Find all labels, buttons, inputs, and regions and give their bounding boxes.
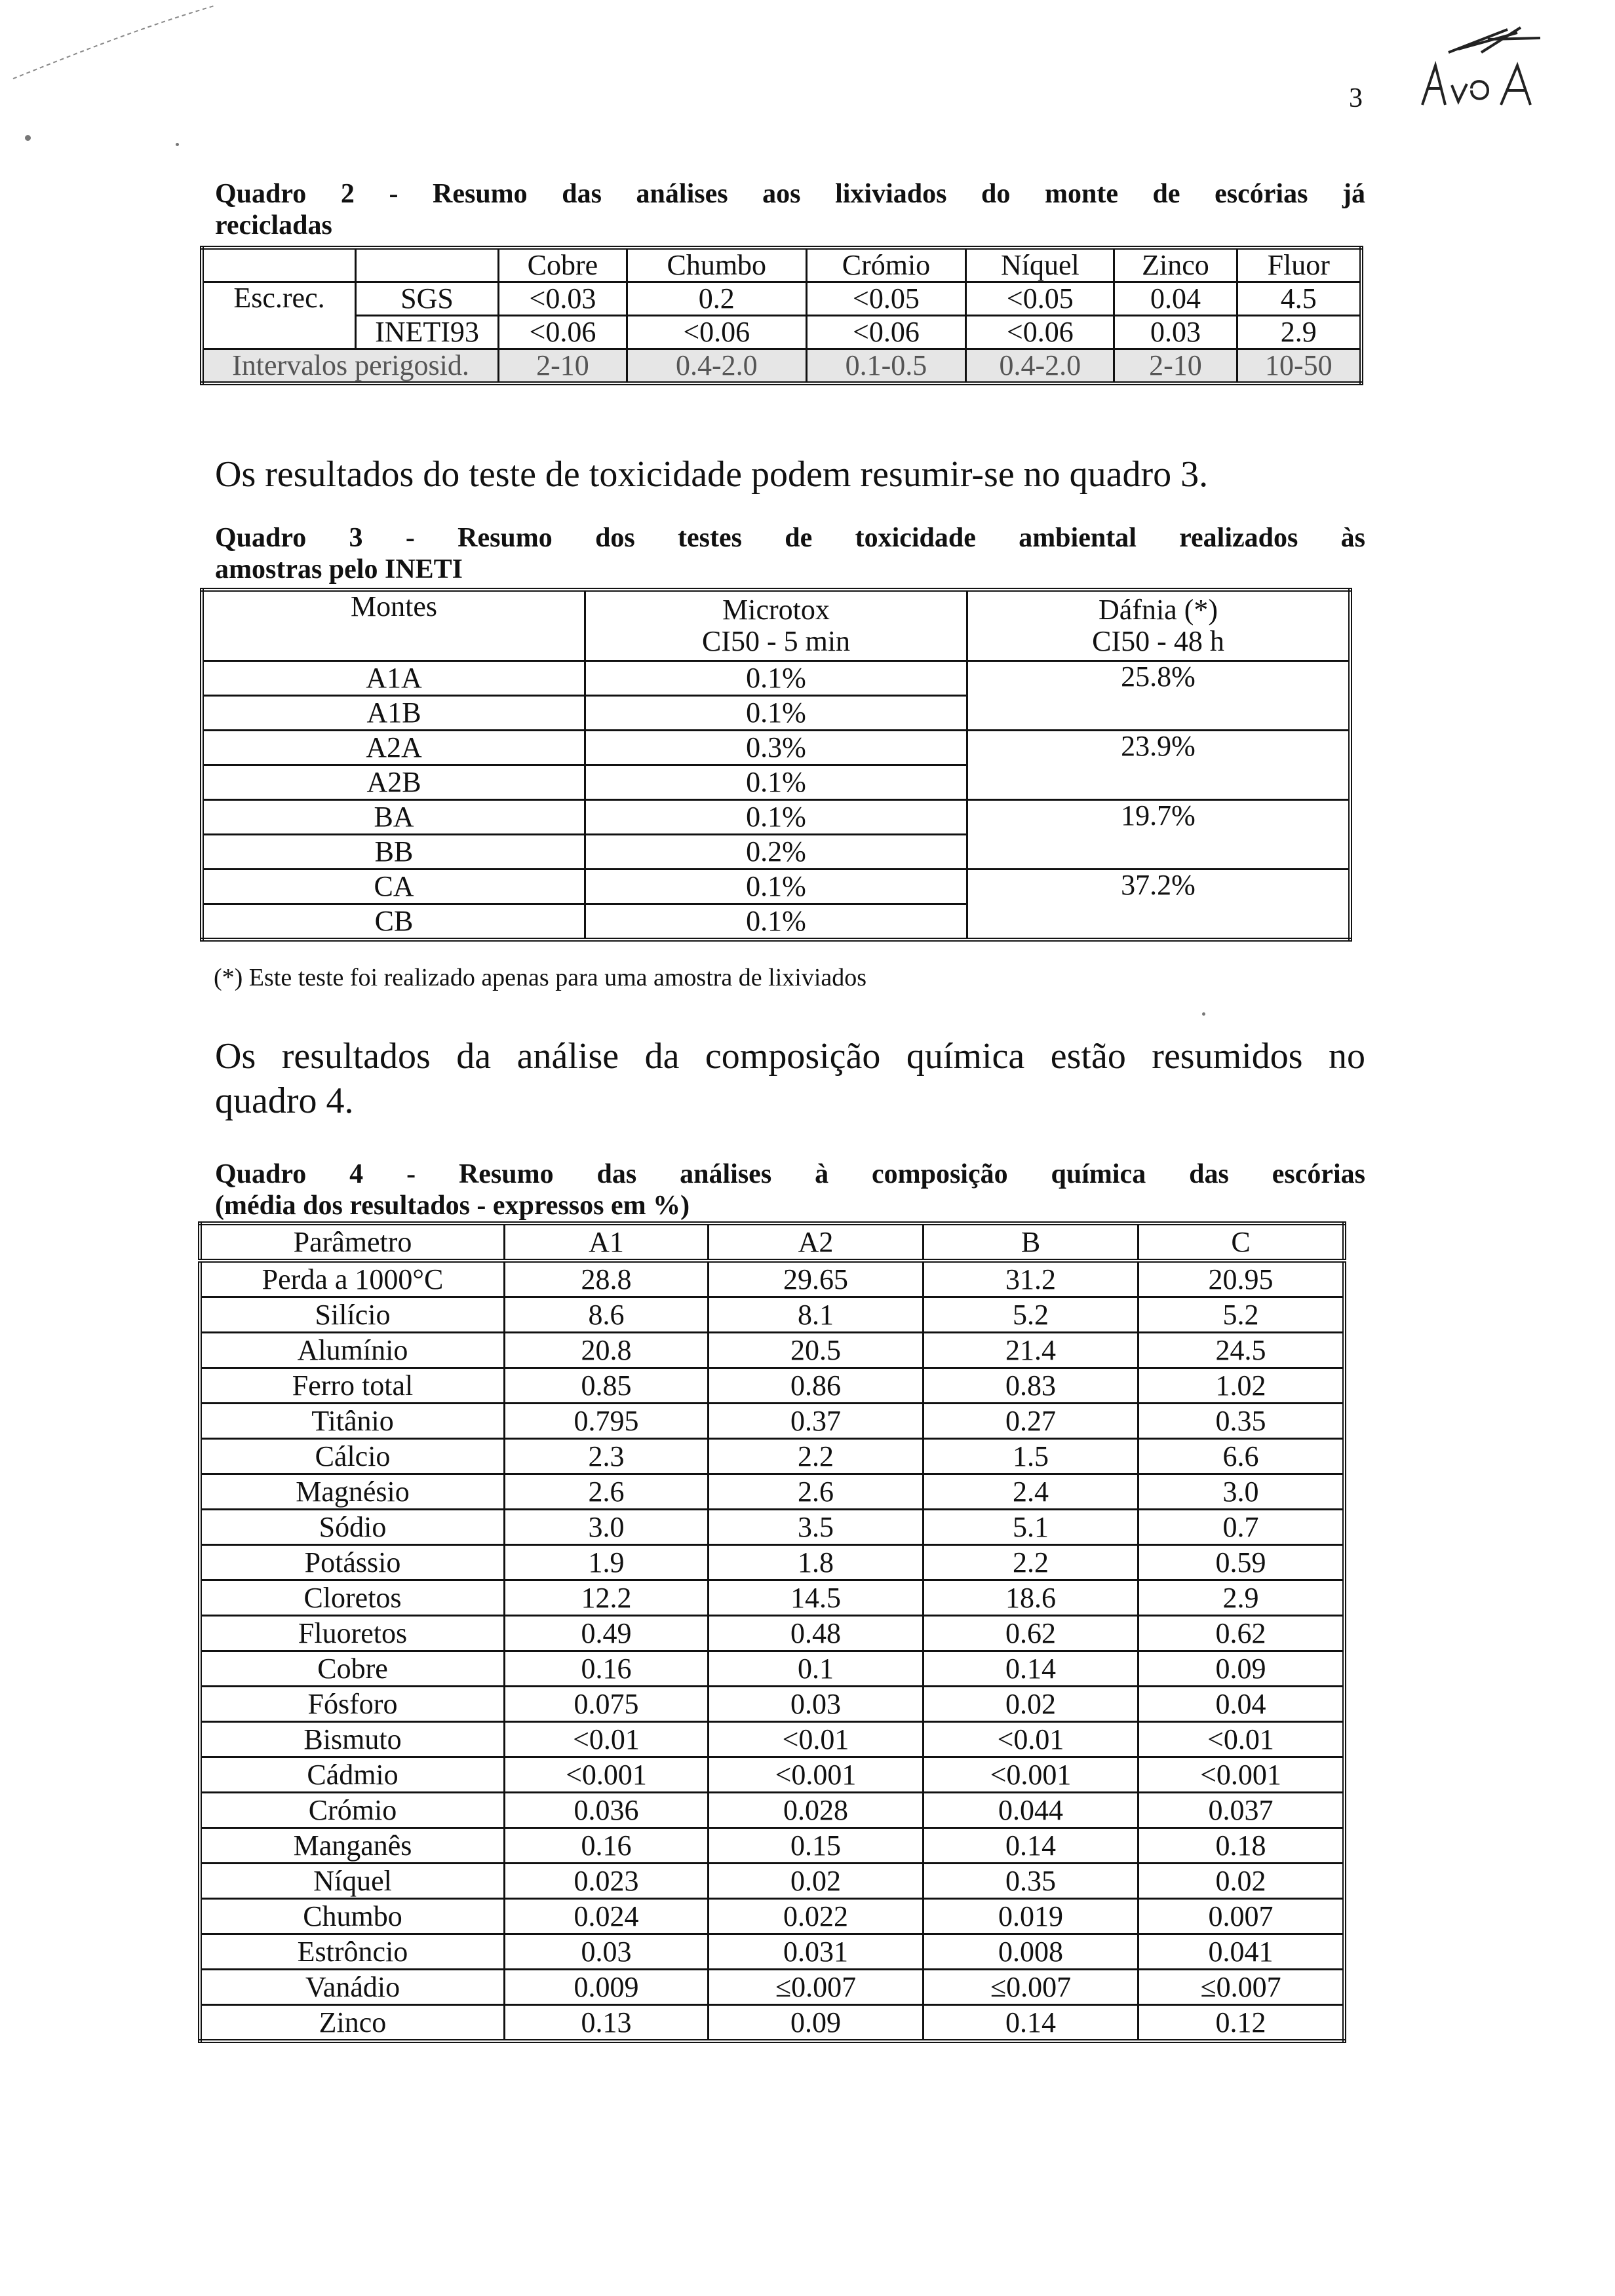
header-microtox-line1: Microtox [722, 594, 830, 626]
value-cell: 0.85 [505, 1368, 709, 1404]
value-cell: 0.14 [924, 2005, 1138, 2042]
quadro2-table [200, 246, 1363, 385]
value-cell: 0.62 [924, 1616, 1138, 1651]
value-cell: 0.13 [505, 2005, 709, 2042]
value-cell: 0.59 [1138, 1545, 1345, 1580]
quadro2-caption [215, 178, 1365, 241]
table-row [200, 1722, 1344, 1757]
table-row [200, 1297, 1344, 1333]
value-cell: 0.16 [505, 1828, 709, 1864]
value-cell: 0.83 [924, 1368, 1138, 1404]
intervals-row [202, 349, 1361, 384]
paragraph-quadro3-intro: Os resultados do teste de toxicidade podem resumir-se no quadro 3. [215, 454, 1209, 495]
parameter-cell: Potássio [200, 1545, 505, 1580]
value-cell: 5.2 [924, 1297, 1138, 1333]
microtox-cell: 0.1% [585, 870, 967, 904]
monte-cell: CA [202, 870, 585, 904]
quadro3-table [200, 588, 1352, 942]
header-dafnia-line1: Dáfnia (*) [1098, 594, 1218, 626]
parameter-cell: Zinco [200, 2005, 505, 2042]
value-cell: <0.05 [806, 282, 966, 316]
scan-mark [0, 0, 249, 92]
value-cell: ≤0.007 [924, 1970, 1138, 2005]
microtox-cell: 0.1% [585, 765, 967, 800]
dafnia-cell: 19.7% [967, 800, 1351, 870]
header-cell: Fluor [1237, 248, 1361, 282]
quadro3-caption-line1: Quadro 3 - Resumo dos testes de toxicidade ambiental realizados às [215, 523, 1365, 553]
value-cell: <0.01 [1138, 1722, 1345, 1757]
value-cell: 0.14 [924, 1651, 1138, 1687]
table-row [200, 1333, 1344, 1368]
value-cell: 2.6 [709, 1474, 924, 1510]
value-cell: 0.2 [627, 282, 806, 316]
table-row [200, 1474, 1344, 1510]
value-cell: 0.35 [924, 1864, 1138, 1899]
parameter-cell: Ferro total [200, 1368, 505, 1404]
table-row [200, 1934, 1344, 1970]
parameter-cell: Cádmio [200, 1757, 505, 1793]
microtox-cell: 0.3% [585, 731, 967, 765]
value-cell: 2.9 [1138, 1580, 1345, 1616]
table-row [200, 1757, 1344, 1793]
value-cell: <0.06 [966, 316, 1114, 349]
value-cell: 0.02 [1138, 1864, 1345, 1899]
value-cell: <0.001 [924, 1757, 1138, 1793]
value-cell: 21.4 [924, 1333, 1138, 1368]
value-cell: 2.4 [924, 1474, 1138, 1510]
table-row [202, 800, 1350, 835]
parameter-cell: Crómio [200, 1793, 505, 1828]
paragraph-quadro4-intro [215, 1034, 1365, 1123]
value-cell: <0.06 [499, 316, 627, 349]
parameter-cell: Cálcio [200, 1439, 505, 1474]
parameter-cell: Estrôncio [200, 1934, 505, 1970]
value-cell: 6.6 [1138, 1439, 1345, 1474]
quadro2-caption-line1: Quadro 2 - Resumo das análises aos lixiviados do monte de escórias já [215, 179, 1365, 209]
value-cell: 31.2 [924, 1261, 1138, 1297]
table-row [200, 1970, 1344, 2005]
header-cell-empty [202, 248, 356, 282]
table-row [200, 1439, 1344, 1474]
value-cell: <0.001 [709, 1757, 924, 1793]
value-cell: 12.2 [505, 1580, 709, 1616]
interval-cell: 2-10 [499, 349, 627, 384]
value-cell: 0.16 [505, 1651, 709, 1687]
value-cell: ≤0.007 [1138, 1970, 1345, 2005]
parameter-cell: Titânio [200, 1404, 505, 1439]
value-cell: 0.37 [709, 1404, 924, 1439]
parameter-cell: Magnésio [200, 1474, 505, 1510]
value-cell: 0.024 [505, 1899, 709, 1934]
value-cell: 0.075 [505, 1687, 709, 1722]
header-cell: Crómio [806, 248, 966, 282]
value-cell: 0.09 [709, 2005, 924, 2042]
handwritten-initials [1409, 26, 1560, 111]
row-group-label: Esc.rec. [202, 282, 356, 349]
monte-cell: A2A [202, 731, 585, 765]
value-cell: 0.022 [709, 1899, 924, 1934]
table-row [200, 1864, 1344, 1899]
paragraph-line1: Os resultados da análise da composição química estão resumidos no [215, 1036, 1365, 1077]
monte-cell: CB [202, 904, 585, 940]
parameter-cell: Cobre [200, 1651, 505, 1687]
scan-speck [176, 143, 179, 146]
value-cell: 4.5 [1237, 282, 1361, 316]
scan-speck [1202, 1012, 1205, 1016]
header-montes: Montes [202, 590, 585, 661]
parameter-cell: Manganês [200, 1828, 505, 1864]
value-cell: 3.0 [505, 1510, 709, 1545]
interval-cell: 10-50 [1237, 349, 1361, 384]
header-cell: Parâmetro [200, 1223, 505, 1261]
table-row [200, 1368, 1344, 1404]
paragraph-line2: quadro 4. [215, 1081, 354, 1121]
value-cell: 0.009 [505, 1970, 709, 2005]
value-cell: 0.14 [924, 1828, 1138, 1864]
interval-cell: 0.4-2.0 [966, 349, 1114, 384]
header-dafnia [967, 590, 1351, 661]
value-cell: 0.04 [1114, 282, 1237, 316]
quadro4-caption-line1: Quadro 4 - Resumo das análises à composição química das escórias [215, 1159, 1365, 1189]
value-cell: 0.15 [709, 1828, 924, 1864]
source-cell: INETI93 [356, 316, 499, 349]
dafnia-cell: 23.9% [967, 731, 1351, 800]
quadro2-header-row [202, 248, 1361, 282]
table-row [200, 1899, 1344, 1934]
value-cell: 0.028 [709, 1793, 924, 1828]
value-cell: <0.03 [499, 282, 627, 316]
table-row [200, 1793, 1344, 1828]
parameter-cell: Fósforo [200, 1687, 505, 1722]
value-cell: 0.019 [924, 1899, 1138, 1934]
header-cell: Zinco [1114, 248, 1237, 282]
monte-cell: A1A [202, 661, 585, 696]
table-row [202, 661, 1350, 696]
microtox-cell: 0.1% [585, 904, 967, 940]
parameter-cell: Alumínio [200, 1333, 505, 1368]
value-cell: 29.65 [709, 1261, 924, 1297]
interval-cell: 2-10 [1114, 349, 1237, 384]
quadro3-footnote: (*) Este teste foi realizado apenas para uma amostra de lixiviados [214, 964, 867, 991]
value-cell: 2.6 [505, 1474, 709, 1510]
value-cell: <0.001 [505, 1757, 709, 1793]
header-cell: Cobre [499, 248, 627, 282]
quadro4-caption [215, 1158, 1365, 1221]
value-cell: <0.01 [709, 1722, 924, 1757]
quadro2-caption-line2: recicladas [215, 210, 332, 240]
value-cell: 0.031 [709, 1934, 924, 1970]
header-microtox-line2: CI50 - 5 min [701, 625, 851, 657]
value-cell: 2.3 [505, 1439, 709, 1474]
value-cell: 20.8 [505, 1333, 709, 1368]
header-cell: B [924, 1223, 1138, 1261]
parameter-cell: Chumbo [200, 1899, 505, 1934]
value-cell: 5.1 [924, 1510, 1138, 1545]
dafnia-cell: 25.8% [967, 661, 1351, 731]
header-cell: Níquel [966, 248, 1114, 282]
value-cell: 0.86 [709, 1368, 924, 1404]
value-cell: <0.001 [1138, 1757, 1345, 1793]
microtox-cell: 0.1% [585, 696, 967, 731]
microtox-cell: 0.1% [585, 800, 967, 835]
table-row [202, 282, 1361, 316]
value-cell: 0.1 [709, 1651, 924, 1687]
value-cell: 0.795 [505, 1404, 709, 1439]
table-row [200, 1687, 1344, 1722]
header-microtox [585, 590, 967, 661]
value-cell: 0.18 [1138, 1828, 1345, 1864]
value-cell: 0.037 [1138, 1793, 1345, 1828]
table-row [202, 870, 1350, 904]
value-cell: 3.5 [709, 1510, 924, 1545]
monte-cell: A2B [202, 765, 585, 800]
value-cell: 0.007 [1138, 1899, 1345, 1934]
monte-cell: BA [202, 800, 585, 835]
value-cell: 5.2 [1138, 1297, 1345, 1333]
microtox-cell: 0.1% [585, 661, 967, 696]
value-cell: 0.02 [709, 1864, 924, 1899]
value-cell: ≤0.007 [709, 1970, 924, 2005]
page-number: 3 [1349, 83, 1363, 113]
value-cell: 0.7 [1138, 1510, 1345, 1545]
header-cell: A2 [709, 1223, 924, 1261]
quadro3-header-row [202, 590, 1350, 661]
value-cell: 0.12 [1138, 2005, 1345, 2042]
value-cell: 1.9 [505, 1545, 709, 1580]
value-cell: 1.8 [709, 1545, 924, 1580]
value-cell: 0.35 [1138, 1404, 1345, 1439]
value-cell: 20.5 [709, 1333, 924, 1368]
interval-cell: 0.1-0.5 [806, 349, 966, 384]
value-cell: 2.2 [709, 1439, 924, 1474]
monte-cell: A1B [202, 696, 585, 731]
parameter-cell: Níquel [200, 1864, 505, 1899]
parameter-cell: Bismuto [200, 1722, 505, 1757]
table-row [200, 1651, 1344, 1687]
value-cell: 0.04 [1138, 1687, 1345, 1722]
parameter-cell: Perda a 1000°C [200, 1261, 505, 1297]
value-cell: 2.9 [1237, 316, 1361, 349]
header-cell: A1 [505, 1223, 709, 1261]
table-row [200, 1510, 1344, 1545]
quadro4-caption-line2: (média dos resultados - expressos em %) [215, 1191, 690, 1221]
quadro3-caption-line2: amostras pelo INETI [215, 554, 463, 584]
table-row [200, 1545, 1344, 1580]
header-cell: C [1138, 1223, 1345, 1261]
value-cell: 18.6 [924, 1580, 1138, 1616]
quadro3-caption [215, 522, 1365, 585]
table-row [200, 1616, 1344, 1651]
value-cell: 0.62 [1138, 1616, 1345, 1651]
value-cell: <0.05 [966, 282, 1114, 316]
value-cell: <0.06 [806, 316, 966, 349]
value-cell: 14.5 [709, 1580, 924, 1616]
value-cell: 1.02 [1138, 1368, 1345, 1404]
parameter-cell: Sódio [200, 1510, 505, 1545]
parameter-cell: Fluoretos [200, 1616, 505, 1651]
table-row [200, 2005, 1344, 2042]
value-cell: 0.02 [924, 1687, 1138, 1722]
value-cell: 0.49 [505, 1616, 709, 1651]
value-cell: 0.48 [709, 1616, 924, 1651]
value-cell: 8.1 [709, 1297, 924, 1333]
table-row [200, 1404, 1344, 1439]
table-row [202, 731, 1350, 765]
value-cell: 0.03 [505, 1934, 709, 1970]
value-cell: 0.27 [924, 1404, 1138, 1439]
source-cell: SGS [356, 282, 499, 316]
value-cell: 0.036 [505, 1793, 709, 1828]
microtox-cell: 0.2% [585, 835, 967, 870]
table-row [200, 1261, 1344, 1297]
value-cell: 2.2 [924, 1545, 1138, 1580]
value-cell: <0.01 [924, 1722, 1138, 1757]
value-cell: 1.5 [924, 1439, 1138, 1474]
value-cell: <0.06 [627, 316, 806, 349]
monte-cell: BB [202, 835, 585, 870]
header-cell: Chumbo [627, 248, 806, 282]
value-cell: 28.8 [505, 1261, 709, 1297]
header-dafnia-line2: CI50 - 48 h [1092, 625, 1224, 657]
scan-speck [25, 135, 31, 141]
table-row [200, 1580, 1344, 1616]
value-cell: 20.95 [1138, 1261, 1345, 1297]
dafnia-cell: 37.2% [967, 870, 1351, 940]
value-cell: 0.03 [709, 1687, 924, 1722]
value-cell: 0.03 [1114, 316, 1237, 349]
table-row [202, 316, 1361, 349]
intervals-label: Intervalos perigosid. [202, 349, 499, 384]
parameter-cell: Silício [200, 1297, 505, 1333]
value-cell: 3.0 [1138, 1474, 1345, 1510]
header-cell-empty [356, 248, 499, 282]
value-cell: <0.01 [505, 1722, 709, 1757]
parameter-cell: Cloretos [200, 1580, 505, 1616]
parameter-cell: Vanádio [200, 1970, 505, 2005]
quadro4-header-row [200, 1223, 1344, 1261]
value-cell: 0.023 [505, 1864, 709, 1899]
value-cell: 0.008 [924, 1934, 1138, 1970]
interval-cell: 0.4-2.0 [627, 349, 806, 384]
value-cell: 0.041 [1138, 1934, 1345, 1970]
value-cell: 8.6 [505, 1297, 709, 1333]
value-cell: 0.044 [924, 1793, 1138, 1828]
value-cell: 24.5 [1138, 1333, 1345, 1368]
value-cell: 0.09 [1138, 1651, 1345, 1687]
quadro4-body [200, 1261, 1344, 2041]
table-row [200, 1828, 1344, 1864]
quadro4-table [198, 1221, 1346, 2043]
